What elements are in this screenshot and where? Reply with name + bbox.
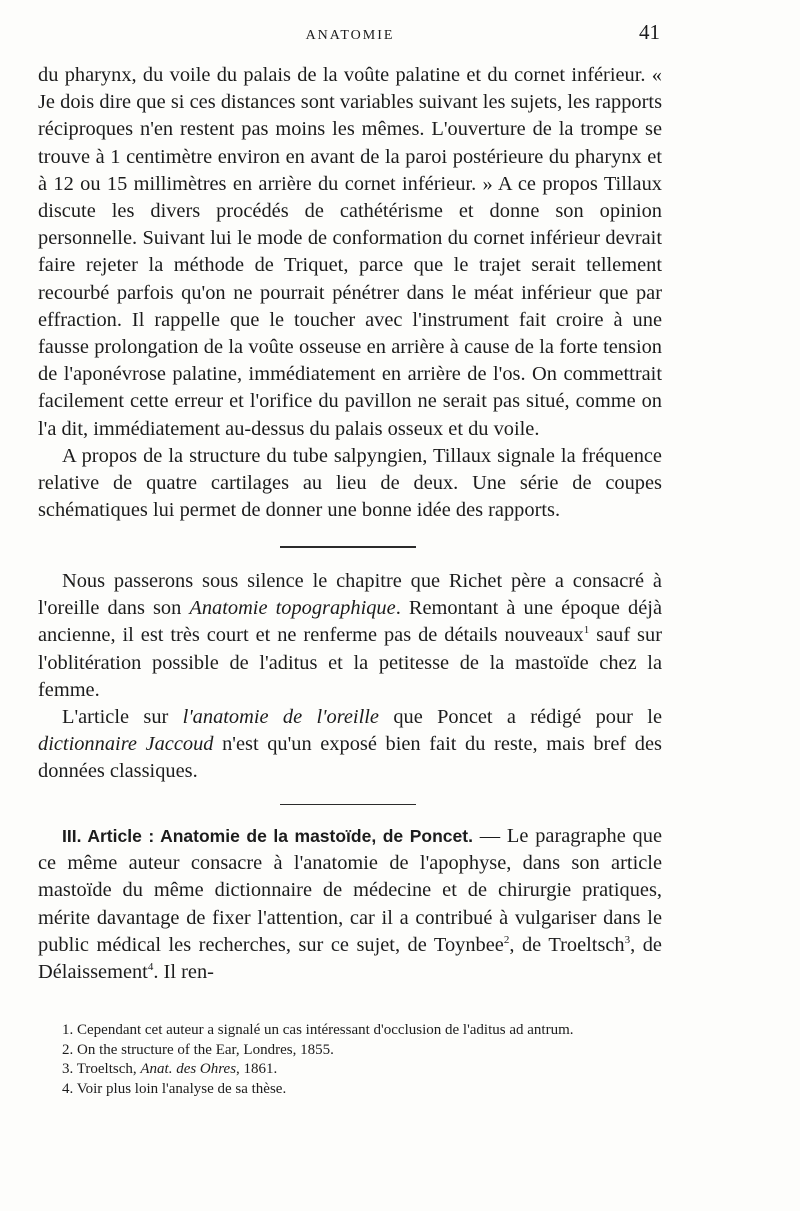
section-3-text-1: — Le paragraphe que ce même auteur consacre à l'anatomie de l'apophyse, dans son article mastoïde du même dictionnaire de médecine et de chirurgie pratiques, mérite davantage de fixer l'attention, car il a contribué à vulgariser dans le public médical les recherches, sur ce sujet, de Toynbee [38, 825, 662, 956]
footnote-ref-3: 3 [624, 934, 631, 947]
section-divider [280, 804, 416, 806]
footnote-number: 4. [62, 1080, 74, 1097]
paragraph-richet [38, 568, 662, 704]
footnote-text: , 1861. [236, 1061, 278, 1077]
footnote-1 [62, 1021, 662, 1041]
footnote-ref-1: 1 [583, 624, 590, 637]
paragraph-salpyngien: A propos de la structure du tube salpyngien, Tillaux signale la fréquence relative de quatre cartilages au lieu de deux. Une série de coupes schématiques lui permet de donner une bonne idée des rapports. [38, 444, 662, 522]
footnote-title: Anat. des Ohres [140, 1061, 237, 1077]
footnote-text: On the structure of the Ear, Londres, 1855. [77, 1041, 334, 1058]
section-3-text-4: . Il ren- [153, 961, 214, 984]
footnote-number: 1. [62, 1022, 74, 1038]
footnote-text: Cependant cet auteur a signalé un cas intéressant d'occlusion de l'aditus ad antrum. [77, 1022, 574, 1038]
footnote-number: 2. [62, 1041, 74, 1058]
book-title-anatomie-topographique: Anatomie topographique [189, 597, 396, 620]
footnote-ref-2: 2 [503, 934, 510, 947]
footnotes [62, 1021, 662, 1099]
paragraph-tillaux: du pharynx, du voile du palais de la voûte palatine et du cornet inférieur. « Je dois dire que si ces distances sont variables suivant les sujets, les rapports réciproques n'en restent pas moins les mêmes. L'ouverture de la trompe se trouve à 1 centimètre environ en avant de la paroi postérieure du pharynx et à 12 ou 15 millimètres en arrière du cornet inférieur. » A ce propos Tillaux discute les divers procédés de cathétérisme et donne son opinion personnelle. Suivant lui le mode de conformation du cornet inférieur devrait faire rejeter la méthode de Triquet, parce que le trajet serait tellement recourbé parfois qu'on ne pourrait pénétrer dans le méat inférieur que par effraction. Il rappelle que le toucher avec l'instrument fait croire à une fausse prolongation de la voûte osseuse en arrière à cause de la forte tension de l'aponévrose palatine, immédiatement en arrière de l'os. On commettrait facilement cette erreur et l'orifice du pavillon ne serait pas situé, comme on l'a dit, immédiatement au-dessus du palais osseux et du voile. [38, 64, 662, 440]
footnote-4 [62, 1080, 662, 1100]
body-text [38, 62, 662, 986]
section-3-text-2: , de Troeltsch [509, 933, 625, 956]
running-head: ANATOMIE [305, 28, 395, 43]
richet-text-2: . Remontant à une époque déjà ancienne, il est très court et ne renferme pas de détails nouveaux [38, 597, 662, 647]
richet-text-1: Nous passerons sous silence le chapitre que Richet père a consacré à l'oreille dans son [38, 569, 662, 620]
title-anatomie-oreille: l'anatomie de l'oreille [182, 705, 379, 728]
paragraph-section-3 [38, 823, 662, 986]
section-divider [280, 546, 416, 548]
section-3-text-3: , de Délaissement [38, 933, 662, 984]
poncet-text-2: que Poncet a rédigé pour le [378, 705, 662, 728]
footnote-text: Troeltsch, [76, 1061, 141, 1077]
poncet-text-3: n'est qu'un exposé bien fait du reste, mais bref des données classiques. [38, 733, 662, 783]
page-number: 41 [639, 20, 660, 44]
paragraph-poncet [38, 704, 662, 786]
footnote-ref-4: 4 [147, 961, 154, 974]
richet-text-3: sauf sur l'oblitération possible de l'aditus et la petitesse de la mastoïde chez la femme. [38, 624, 662, 701]
footnote-number: 3. [62, 1061, 74, 1077]
footnote-text: Voir plus loin l'analyse de sa thèse. [76, 1080, 287, 1097]
footnote-3 [62, 1060, 662, 1080]
section-heading: III. Article : Anatomie de la mastoïde, de Poncet. [62, 826, 473, 847]
poncet-text-1: L'article sur [62, 705, 183, 728]
footnote-2 [62, 1041, 662, 1061]
title-dictionnaire-jaccoud: dictionnaire Jaccoud [38, 733, 214, 756]
page-header [40, 18, 660, 50]
